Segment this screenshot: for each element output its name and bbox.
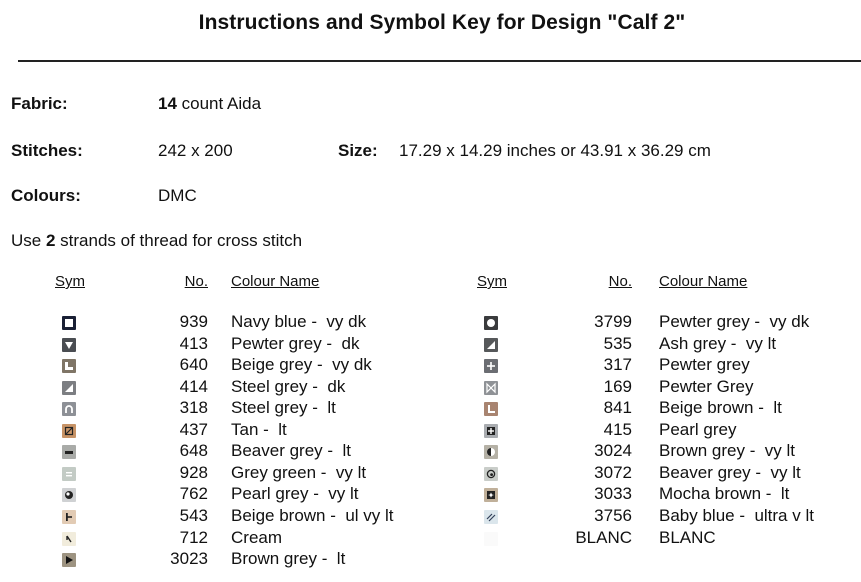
stitches-label: Stitches: <box>11 141 83 160</box>
right-header-sym: Sym <box>477 273 507 290</box>
colour-name: Cream <box>231 527 283 547</box>
right-colour-row <box>0 441 861 462</box>
dmc-number: 841 <box>603 398 632 418</box>
page-title: Instructions and Symbol Key for Design "Calf 2" <box>198 11 686 34</box>
dmc-number: 3072 <box>594 462 632 482</box>
dmc-number: 535 <box>603 333 632 353</box>
star-box-icon <box>484 488 498 502</box>
dmc-number: 762 <box>179 484 208 504</box>
left-colour-row <box>0 549 861 570</box>
dmc-number: 939 <box>179 312 208 331</box>
right-colour-row <box>0 528 861 549</box>
right-colour-row <box>0 377 861 398</box>
dmc-number: 169 <box>603 376 632 396</box>
colour-name: Baby blue - ultra v lt <box>659 505 814 525</box>
blank-icon <box>484 532 498 546</box>
colour-name: Pewter Grey <box>659 376 754 396</box>
size-label: Size: <box>338 141 378 160</box>
dmc-number: 543 <box>179 505 208 525</box>
bowtie-icon <box>484 381 498 395</box>
left-header-sym: Sym <box>55 273 85 290</box>
dmc-number: 3033 <box>594 484 632 504</box>
colour-name: Beige brown - ul vy lt <box>231 505 394 525</box>
right-colour-row <box>0 334 861 355</box>
instruction-text <box>11 231 302 251</box>
colour-name: Beaver grey - vy lt <box>659 462 801 482</box>
right-header-no: No. <box>608 273 632 290</box>
colour-name: Brown grey - lt <box>231 549 346 569</box>
right-colour-row <box>0 420 861 441</box>
fabric-count: 14 <box>158 94 177 113</box>
fabric-label: Fabric: <box>11 94 68 113</box>
right-colour-row <box>0 398 861 419</box>
colour-name: Beaver grey - lt <box>231 441 351 461</box>
title-divider <box>18 60 861 62</box>
dmc-number: 413 <box>179 333 208 353</box>
colour-name: Beige grey - vy dk <box>231 355 372 375</box>
stripes-icon <box>484 510 498 524</box>
instruction-prefix: Use <box>11 231 46 250</box>
colours-value: DMC <box>158 186 197 205</box>
dmc-number: 928 <box>179 462 208 482</box>
dmc-number: 640 <box>179 355 208 375</box>
colour-name: Grey green - vy lt <box>231 462 367 482</box>
right-colour-row <box>0 355 861 376</box>
dmc-number: BLANC <box>575 527 632 547</box>
colour-name: Tan - lt <box>231 419 287 439</box>
dmc-number: 3756 <box>594 505 632 525</box>
strand-count: 2 <box>45 231 56 250</box>
chevron-right-icon <box>62 553 76 567</box>
colour-name: Pewter grey <box>659 355 750 375</box>
right-colour-row <box>0 312 861 333</box>
colour-name: Steel grey - lt <box>231 398 336 418</box>
dmc-number: 317 <box>603 355 632 375</box>
right-colour-row <box>0 463 861 484</box>
right-header-name: Colour Name <box>659 273 748 290</box>
right-colour-row <box>0 506 861 527</box>
colour-name: Pewter grey - vy dk <box>659 312 810 331</box>
left-header-name: Colour Name <box>231 273 320 290</box>
half-triangle-icon <box>484 338 498 352</box>
colour-name: Pewter grey - dk <box>231 333 360 353</box>
colour-name: BLANC <box>659 527 716 547</box>
fabric-value <box>158 94 261 114</box>
stitches-value: 242 x 200 <box>158 141 233 160</box>
dmc-number: 437 <box>179 419 208 439</box>
colours-label: Colours: <box>11 186 81 205</box>
colour-name: Pearl grey - vy lt <box>231 484 359 504</box>
colour-name: Pearl grey <box>659 419 737 439</box>
l-shape-icon <box>484 402 498 416</box>
fabric-type: count Aida <box>176 94 262 113</box>
colour-name: Brown grey - vy lt <box>659 441 796 461</box>
dmc-number: 3799 <box>594 312 632 331</box>
dmc-number: 415 <box>603 419 632 439</box>
left-header-no: No. <box>184 273 208 290</box>
dmc-number: 318 <box>179 398 208 418</box>
right-colour-row <box>0 484 861 505</box>
size-value: 17.29 x 14.29 inches or 43.91 x 36.29 cm <box>399 141 711 160</box>
colour-name: Beige brown - lt <box>659 398 782 418</box>
colour-name: Steel grey - dk <box>231 376 346 396</box>
dmc-number: 3023 <box>170 549 208 569</box>
colour-name: Navy blue - vy dk <box>231 312 367 331</box>
instruction-suffix: strands of thread for cross stitch <box>55 231 303 250</box>
dmc-number: 414 <box>179 376 208 396</box>
square-plus-icon <box>484 424 498 438</box>
plus-icon <box>484 359 498 373</box>
colour-name: Ash grey - vy lt <box>659 333 777 353</box>
dmc-number: 648 <box>179 441 208 461</box>
colour-name: Mocha brown - lt <box>659 484 790 504</box>
swirl-icon <box>484 467 498 481</box>
half-circle-icon <box>484 445 498 459</box>
circle-icon <box>484 316 498 330</box>
dmc-number: 712 <box>179 527 208 547</box>
dmc-number: 3024 <box>594 441 632 461</box>
